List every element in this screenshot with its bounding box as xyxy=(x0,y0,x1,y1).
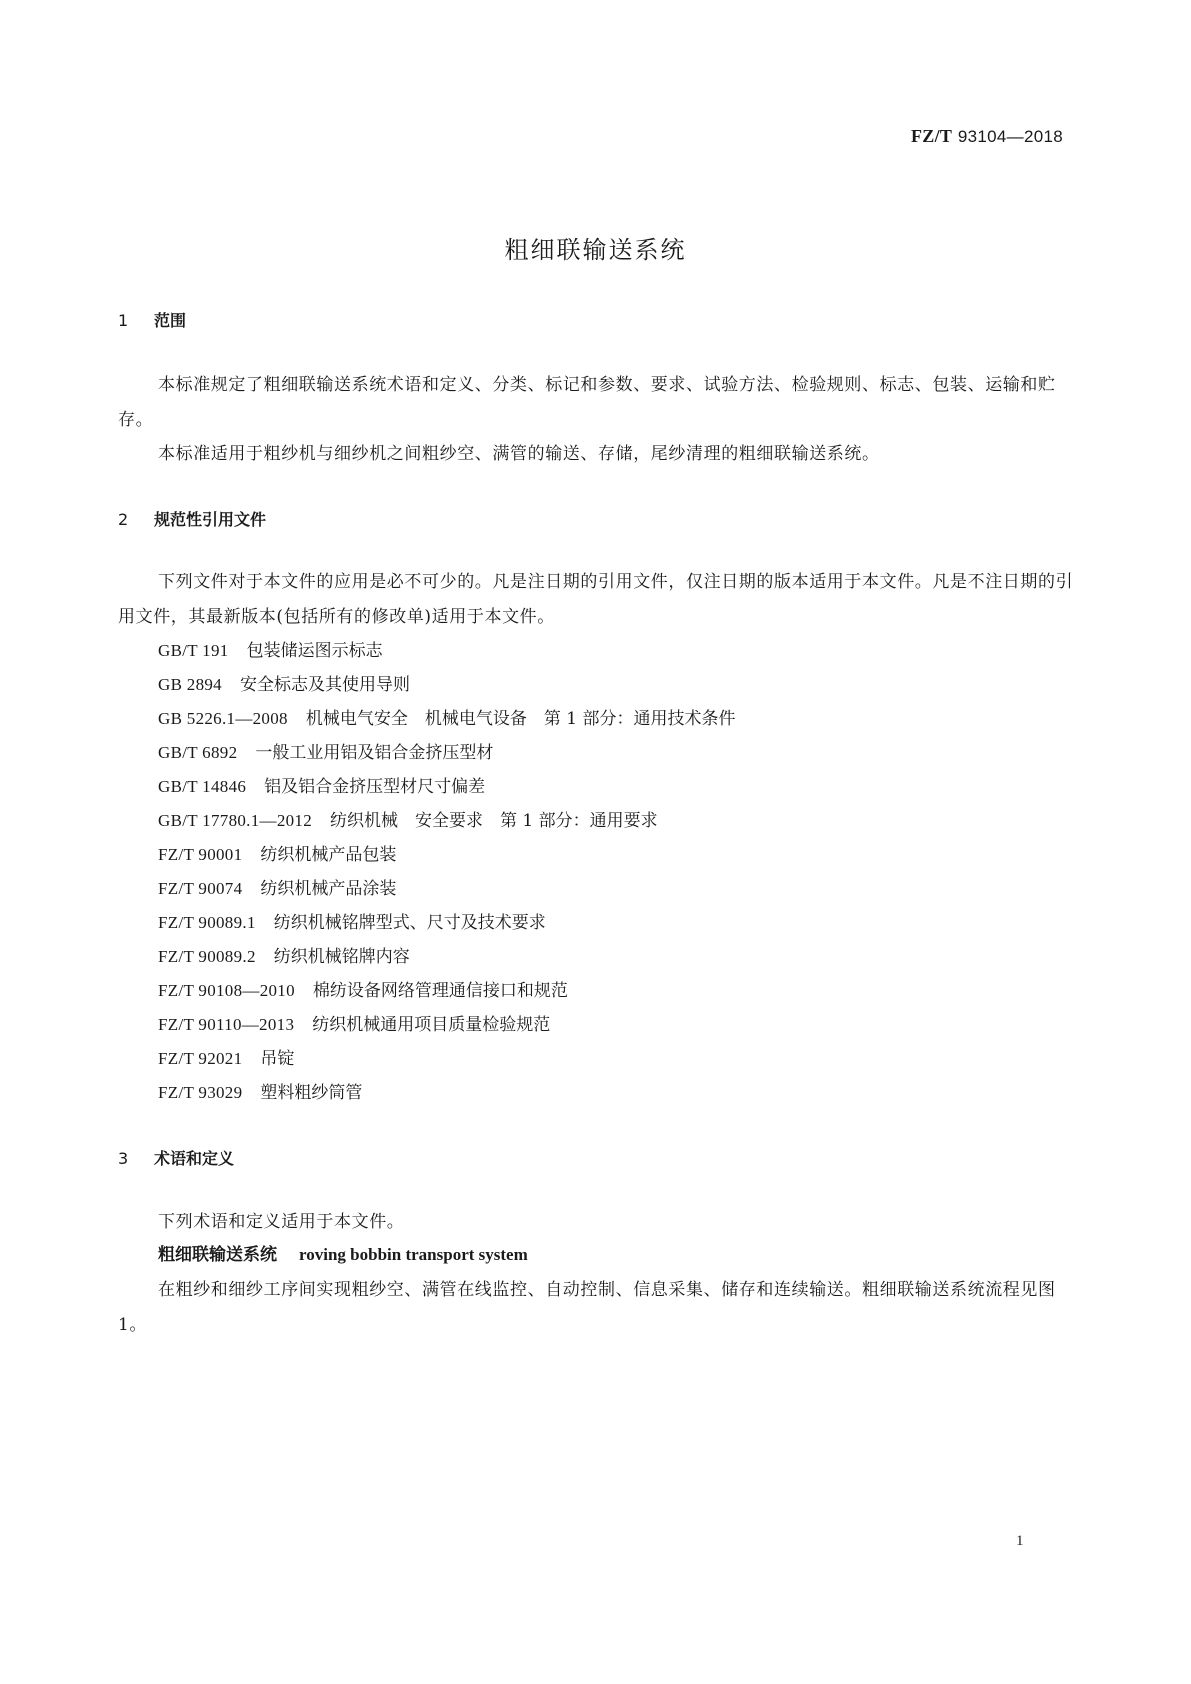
reference-title: 铝及铝合金挤压型材尺寸偏差 xyxy=(264,777,486,797)
reference-title: 纺织机械铭牌内容 xyxy=(273,947,410,967)
reference-item xyxy=(158,974,735,1008)
reference-item xyxy=(158,1076,735,1110)
reference-code: FZ/T 90089.1 xyxy=(158,913,256,932)
reference-item xyxy=(158,804,735,838)
reference-code: GB/T 17780.1—2012 xyxy=(158,811,313,830)
scope-paragraph-2: 本标准适用于粗纱机与细纱机之间粗纱空、满管的输送、存储，尾纱清理的粗细联输送系统。 xyxy=(158,444,880,464)
term-definition: 在粗纱和细纱工序间实现粗纱空、满管在线监控、自动控制、信息采集、储存和连续输送。粗细联输送系统流程见图 1。 xyxy=(118,1280,1056,1335)
reference-title: 纺织机械铭牌型式、尺寸及技术要求 xyxy=(273,913,546,933)
reference-item xyxy=(158,668,735,702)
term-entry xyxy=(158,1240,528,1265)
reference-title: 吊锭 xyxy=(260,1049,295,1069)
standard-number: 93104—2018 xyxy=(957,127,1063,146)
section-title: 术语和定义 xyxy=(154,1149,235,1168)
reference-code: FZ/T 93029 xyxy=(158,1083,243,1102)
scope-paragraph-1: 本标准规定了粗细联输送系统术语和定义、分类、标记和参数、要求、试验方法、检验规则、标志、包装、运输和贮存。 xyxy=(118,375,1056,430)
reference-code: FZ/T 90110—2013 xyxy=(158,1015,295,1034)
page-number: 1 xyxy=(1016,1533,1024,1549)
reference-item xyxy=(158,940,735,974)
reference-title: 安全标志及其使用导则 xyxy=(239,675,410,695)
section-number: 2 xyxy=(118,510,129,529)
reference-code: FZ/T 90108—2010 xyxy=(158,981,295,1000)
reference-title: 纺织机械产品涂装 xyxy=(260,879,397,899)
section-title: 范围 xyxy=(154,311,187,330)
reference-code: FZ/T 90001 xyxy=(158,845,243,864)
reference-title: 纺织机械产品包装 xyxy=(260,845,397,865)
reference-code: GB 2894 xyxy=(158,675,222,694)
term-english: roving bobbin transport system xyxy=(299,1245,528,1264)
reference-item xyxy=(158,702,735,736)
reference-code: GB/T 14846 xyxy=(158,777,247,796)
reference-item xyxy=(158,838,735,872)
reference-title: 包装储运图示标志 xyxy=(246,641,383,661)
reference-item xyxy=(158,736,735,770)
section-number: 1 xyxy=(118,311,129,330)
section-heading-normative-references xyxy=(118,507,266,530)
reference-title: 棉纺设备网络管理通信接口和规范 xyxy=(312,981,568,1001)
section-heading-terms xyxy=(118,1146,234,1169)
document-title: 粗细联输送系统 xyxy=(504,236,687,264)
reference-code: FZ/T 90089.2 xyxy=(158,947,256,966)
reference-title: 一般工业用铝及铝合金挤压型材 xyxy=(255,743,494,763)
reference-code: FZ/T 90074 xyxy=(158,879,243,898)
reference-item xyxy=(158,770,735,804)
reference-code: GB/T 6892 xyxy=(158,743,238,762)
reference-item xyxy=(158,906,735,940)
reference-item xyxy=(158,1042,735,1076)
reference-item xyxy=(158,872,735,906)
standard-code xyxy=(911,126,1063,147)
reference-code: GB/T 191 xyxy=(158,641,229,660)
section-number: 3 xyxy=(118,1149,129,1168)
reference-title: 机械电气安全 机械电气设备 第 1 部分：通用技术条件 xyxy=(305,709,736,729)
reference-item xyxy=(158,1008,735,1042)
reference-list xyxy=(158,634,735,1110)
references-intro-paragraph: 下列文件对于本文件的应用是必不可少的。凡是注日期的引用文件，仅注日期的版本适用于本文件。凡是不注日期的引用文件，其最新版本(包括所有的修改单)适用于本文件。 xyxy=(118,572,1074,627)
terms-intro-paragraph: 下列术语和定义适用于本文件。 xyxy=(158,1212,405,1232)
reference-code: GB 5226.1—2008 xyxy=(158,709,288,728)
reference-title: 纺织机械通用项目质量检验规范 xyxy=(312,1015,551,1035)
standard-prefix: FZ/T xyxy=(910,126,953,146)
section-title: 规范性引用文件 xyxy=(154,510,267,529)
term-chinese: 粗细联输送系统 xyxy=(158,1245,277,1265)
reference-title: 塑料粗纱筒管 xyxy=(260,1083,363,1103)
section-heading-scope xyxy=(118,308,186,331)
reference-title: 纺织机械 安全要求 第 1 部分：通用要求 xyxy=(330,811,658,831)
reference-code: FZ/T 92021 xyxy=(158,1049,243,1068)
reference-item xyxy=(158,634,735,668)
